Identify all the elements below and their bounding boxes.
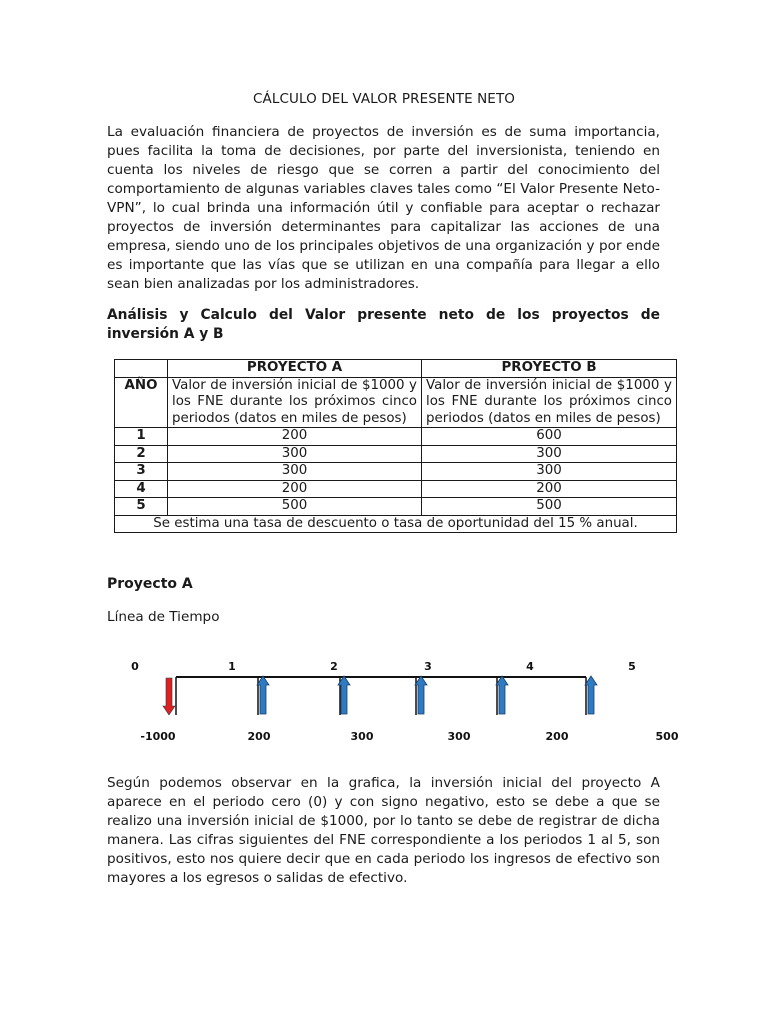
outflow-arrow-icon xyxy=(163,678,175,715)
table-row xyxy=(115,498,677,516)
value-cell-a: 200 xyxy=(168,480,422,498)
year-header: AÑO xyxy=(115,377,168,428)
table-footer-row xyxy=(115,515,677,533)
timeline-flow-value: -1000 xyxy=(140,730,176,743)
timeline-flow-value: 300 xyxy=(447,730,471,743)
year-cell: 3 xyxy=(115,463,168,481)
cash-flow-timeline xyxy=(0,640,768,750)
timeline-label: Línea de Tiempo xyxy=(107,609,220,625)
table-row xyxy=(115,428,677,446)
inflow-arrow-icon xyxy=(496,676,508,714)
intro-paragraph: La evaluación financiera de proyectos de inversión es de suma importancia, pues facilita la toma de decisiones, por parte del inversionista, teniendo en cuenta los niveles de riesgo que se corren a partir del conocimiento del comportamiento de algunas variables claves tales como “El Valor Presente Neto-VPN”, lo cual brinda una información útil y confiable para aceptar o rechazar proyectos de inversión determinantes para capitalizar las acciones de una empresa, siendo uno de los principales objetivos de una organización y por ende es importante que las vías que se utilizan en una compañía para llegar a ello sean bien analizadas por los administradores. xyxy=(107,124,660,292)
table-row xyxy=(115,445,677,463)
inflow-arrow-icon xyxy=(257,676,269,714)
discount-rate-note: Se estima una tasa de descuento o tasa de oportunidad del 15 % anual. xyxy=(115,515,677,533)
document-title: CÁLCULO DEL VALOR PRESENTE NETO xyxy=(252,91,516,107)
value-cell-b: 500 xyxy=(422,498,677,516)
table-row xyxy=(115,480,677,498)
timeline-period-2: 2 xyxy=(330,660,338,673)
timeline-period-0: 0 xyxy=(131,660,139,673)
column-header-proyecto-a: PROYECTO A xyxy=(168,360,422,378)
timeline-period-5: 5 xyxy=(628,660,636,673)
timeline-flow-value: 300 xyxy=(350,730,374,743)
value-cell-a: 500 xyxy=(168,498,422,516)
timeline-flow-value: 200 xyxy=(545,730,569,743)
timeline-period-4: 4 xyxy=(526,660,534,673)
year-cell: 1 xyxy=(115,428,168,446)
value-cell-b: 600 xyxy=(422,428,677,446)
timeline-period-3: 3 xyxy=(424,660,432,673)
value-cell-b: 200 xyxy=(422,480,677,498)
column-header-proyecto-b: PROYECTO B xyxy=(422,360,677,378)
table-row xyxy=(115,463,677,481)
investment-table xyxy=(114,359,677,533)
timeline-flow-value: 200 xyxy=(247,730,271,743)
conclusion-paragraph: Según podemos observar en la grafica, la inversión inicial del proyecto A aparece en el periodo cero (0) y con signo negativo, esto se debe a que se realizo una inversión inicial de $1000, por lo tanto se debe de registrar de dicha manera. Las cifras siguientes del FNE correspondiente a los periodos 1 al 5, son positivos, esto nos quiere decir que en cada periodo los ingresos de efectivo son mayores a los egresos o salidas de efectivo. xyxy=(107,775,660,886)
year-cell: 5 xyxy=(115,498,168,516)
description-proyecto-a: Valor de inversión inicial de $1000 y los FNE durante los próximos cinco periodos (datos en miles de pesos) xyxy=(168,377,422,428)
table-header-blank xyxy=(115,360,168,378)
inflow-arrow-icon xyxy=(585,676,597,714)
value-cell-a: 300 xyxy=(168,463,422,481)
description-proyecto-b: Valor de inversión inicial de $1000 y los FNE durante los próximos cinco periodos (datos en miles de pesos) xyxy=(422,377,677,428)
section-title-proyecto-a: Proyecto A xyxy=(107,576,193,592)
value-cell-a: 200 xyxy=(168,428,422,446)
analysis-subheading: Análisis y Calculo del Valor presente neto de los proyectos de inversión A y B xyxy=(107,307,660,342)
table-header-row xyxy=(115,360,677,378)
timeline-period-1: 1 xyxy=(228,660,236,673)
value-cell-b: 300 xyxy=(422,445,677,463)
year-cell: 2 xyxy=(115,445,168,463)
year-cell: 4 xyxy=(115,480,168,498)
value-cell-b: 300 xyxy=(422,463,677,481)
table-description-row xyxy=(115,377,677,428)
value-cell-a: 300 xyxy=(168,445,422,463)
timeline-flow-value: 500 xyxy=(655,730,679,743)
inflow-arrow-icon xyxy=(415,676,427,714)
